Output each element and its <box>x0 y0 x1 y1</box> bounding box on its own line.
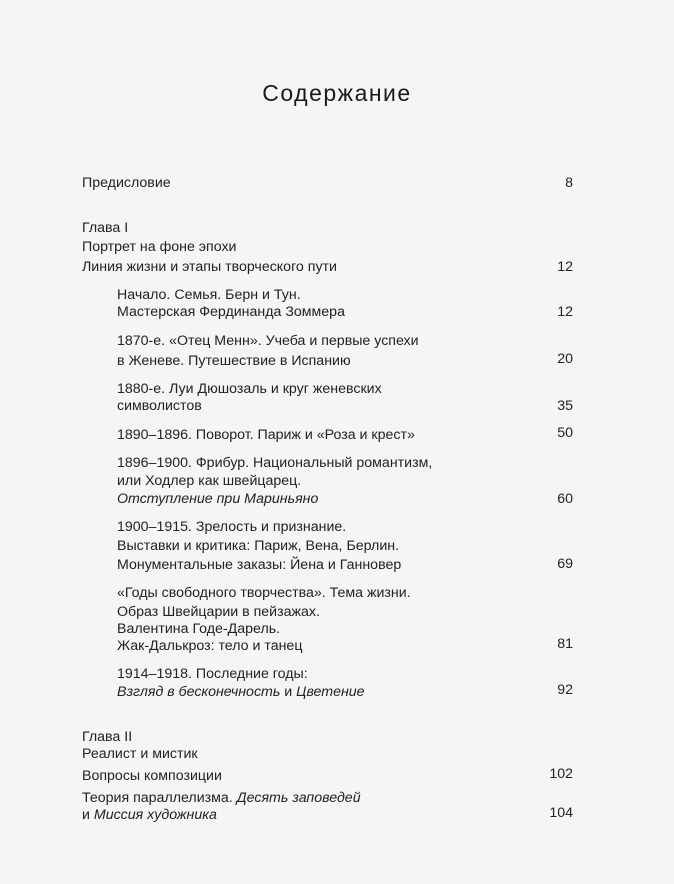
toc-entry-line: Начало. Семья. Берн и Тун. <box>117 287 301 303</box>
chapter2-heading: Глава II <box>82 729 133 745</box>
toc-entry-line: Мастерская Фердинанда Зоммера <box>117 304 345 320</box>
chapter2-section-page: 102 <box>549 766 573 782</box>
toc-entry-line: 1896–1900. Фрибур. Национальный романтизм, <box>117 455 433 471</box>
toc-entry-page: 20 <box>557 351 573 367</box>
toc-entry-page: 12 <box>557 304 573 320</box>
preface-label: Предисловие <box>82 175 171 191</box>
toc-entry-line: символистов <box>117 398 202 414</box>
page-title: Содержание <box>262 80 412 106</box>
toc-entry-page: 92 <box>557 682 573 698</box>
chapter1-title: Портрет на фоне эпохи <box>82 239 237 255</box>
toc-entry-line: 1870-е. «Отец Менн». Учеба и первые успехи <box>117 333 419 349</box>
toc-entry-line: Выставки и критика: Париж, Вена, Берлин. <box>117 538 400 554</box>
toc-entry-line-italic: Отступление при Мариньяно <box>117 491 319 507</box>
toc-entry-line: Жак-Далькроз: тело и танец <box>117 638 303 654</box>
toc-entry-line: Валентина Годе-Дарель. <box>117 621 281 637</box>
chapter1-section-page: 12 <box>557 259 573 275</box>
toc-entry-line-mixed: Теория параллелизма. Десять заповедей <box>82 790 361 806</box>
toc-entry-line: 1880-е. Луи Дюшозаль и круг женевских <box>117 381 382 397</box>
toc-entry-line-mixed: и Миссия художника <box>82 807 217 823</box>
toc-entry-line: 1914–1918. Последние годы: <box>117 666 308 682</box>
chapter2-title: Реалист и мистик <box>82 746 198 762</box>
toc-entry-page: 104 <box>549 805 573 821</box>
toc-entry-line: Образ Швейцарии в пейзажах. <box>117 604 320 620</box>
toc-entry-line: «Годы свободного творчества». Тема жизни. <box>117 585 411 601</box>
toc-entry-page: 81 <box>557 636 573 652</box>
toc-entry-page: 35 <box>557 398 573 414</box>
toc-entry-line: 1890–1896. Поворот. Париж и «Роза и крест» <box>117 427 415 443</box>
toc-entry-line: или Ходлер как швейцарец. <box>117 473 302 489</box>
toc-entry-page: 50 <box>557 425 573 441</box>
chapter2-section: Вопросы композиции <box>82 768 222 784</box>
preface-page: 8 <box>565 175 573 191</box>
toc-entry-page: 69 <box>557 556 573 572</box>
toc-entry-line: 1900–1915. Зрелость и признание. <box>117 519 347 535</box>
chapter1-section: Линия жизни и этапы творческого пути <box>82 259 337 275</box>
toc-entry-line: в Женеве. Путешествие в Испанию <box>117 353 351 369</box>
toc-entry-page: 60 <box>557 491 573 507</box>
toc-entry-line-mixed: Взгляд в бесконечность и Цветение <box>117 684 365 700</box>
chapter1-heading: Глава I <box>82 220 129 236</box>
toc-entry-line: Монументальные заказы: Йена и Ганновер <box>117 557 402 573</box>
